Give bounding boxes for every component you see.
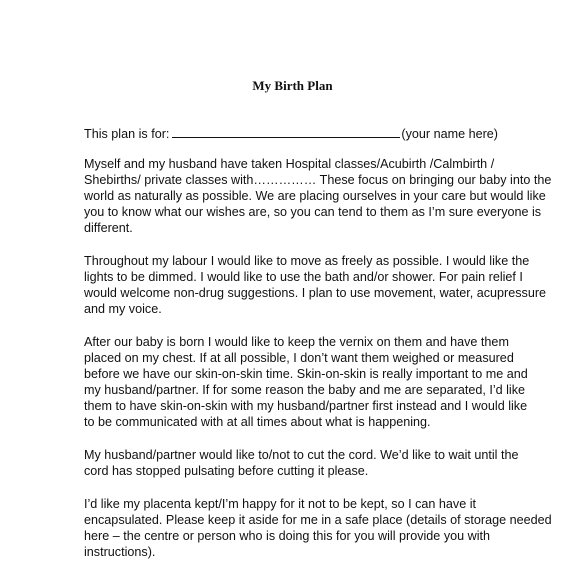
paragraph-line: Throughout my labour I would like to move as freely as possible. I would like the — [84, 254, 530, 268]
paragraph-classes — [84, 156, 552, 236]
document-title: My Birth Plan — [252, 78, 333, 93]
paragraph-line: Shebirths/ private classes with…………… These focus on bringing our baby into the — [84, 173, 552, 187]
paragraph-line: them to have skin-on-skin with my husband/partner first instead and I would like — [84, 399, 528, 413]
paragraph-line: After our baby is born I would like to keep the vernix on them and have them — [84, 335, 509, 349]
plan-for-line — [84, 125, 514, 142]
paragraph-line: instructions). — [84, 545, 156, 559]
paragraph-line: and my voice. — [84, 302, 162, 316]
paragraph-line: placed on my chest. If at all possible, I don’t want them weighed or measured — [84, 351, 514, 365]
plan-for-hint: (your name here) — [401, 127, 498, 141]
paragraph-cord — [84, 447, 519, 479]
paragraph-line: my husband/partner. If for some reason the baby and me are separated, I’d like — [84, 383, 526, 397]
paragraph-line: world as naturally as possible. We are placing ourselves in your care but would like — [84, 189, 546, 203]
paragraph-line: different. — [84, 221, 133, 235]
name-blank-field[interactable] — [172, 125, 400, 138]
paragraph-line: I’d like my placenta kept/I’m happy for it not to be kept, so I can have it — [84, 497, 477, 511]
paragraph-line: would welcome non-drug suggestions. I plan to use movement, water, acupressure — [84, 286, 547, 300]
document-body — [84, 125, 552, 577]
paragraph-line: Myself and my husband have taken Hospital classes/Acubirth /Calmbirth / — [84, 157, 495, 171]
paragraph-line: encapsulated. Please keep it aside for me in a safe place (details of storage needed — [84, 513, 552, 527]
paragraph-line: cord has stopped pulsating before cutting it please. — [84, 464, 369, 478]
paragraph-line: you to know what our wishes are, so you can tend to them as I’m sure everyone is — [84, 205, 542, 219]
paragraph-after-birth — [84, 334, 528, 430]
paragraph-line: to be communicated with at all times about what is happening. — [84, 415, 431, 429]
plan-for-label: This plan is for: — [84, 127, 170, 141]
paragraph-line: lights to be dimmed. I would like to use the bath and/or shower. For pain relief I — [84, 270, 523, 284]
paragraph-placenta — [84, 496, 552, 560]
paragraph-labour — [84, 253, 547, 317]
paragraph-line: here – the centre or person who is doing this for you will provide you with — [84, 529, 491, 543]
paragraph-line: My husband/partner would like to/not to cut the cord. We’d like to wait until the — [84, 448, 519, 462]
paragraph-line: before we have our skin-on-skin time. Skin-on-skin is really important to me and — [84, 367, 528, 381]
